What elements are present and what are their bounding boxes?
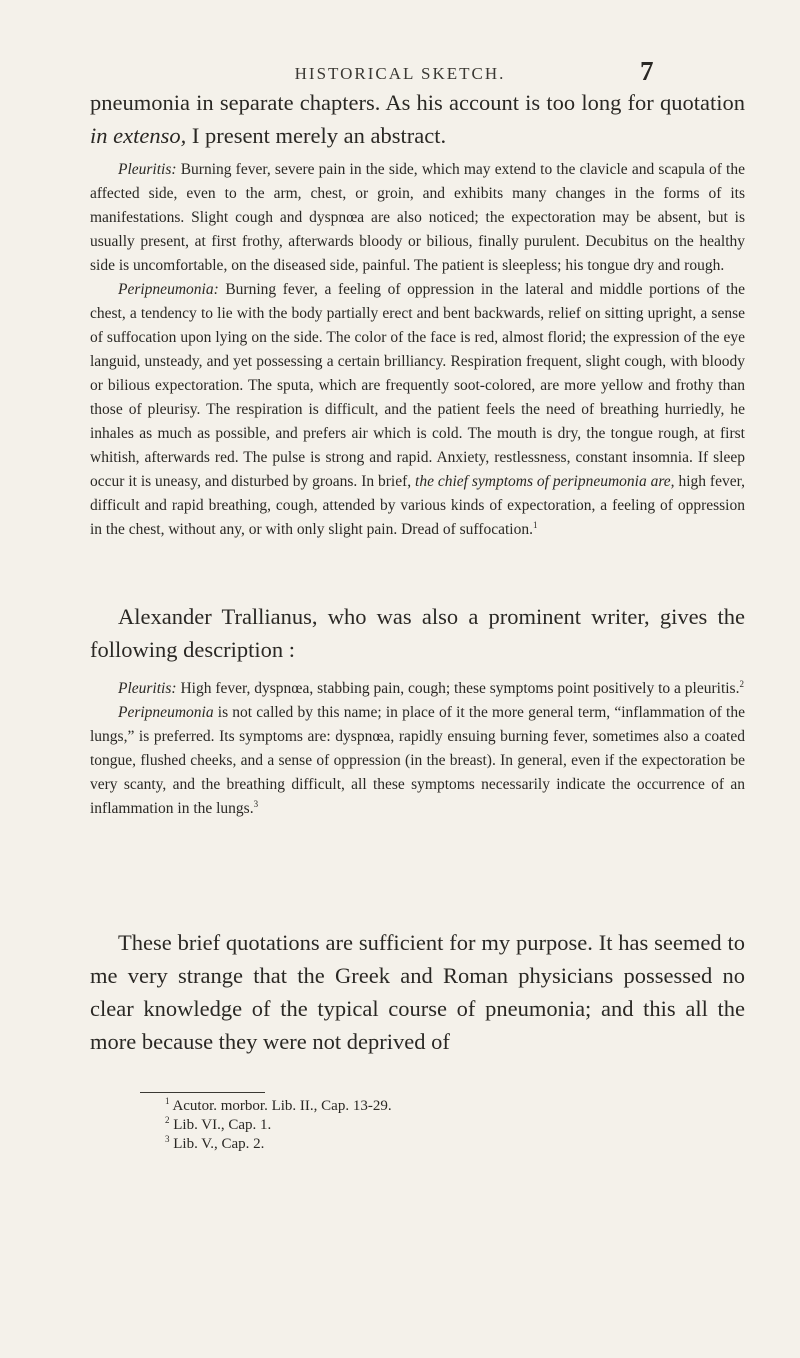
footnote-text-2: Lib. VI., Cap. 1. <box>173 1117 272 1133</box>
closing-paragraph <box>90 926 745 1058</box>
pleuritis-label-2: Pleuritis: <box>118 680 177 697</box>
footnote-text-1: Acutor. morbor. Lib. II., Cap. 13-29. <box>172 1098 392 1114</box>
intro-italic: in extenso, <box>90 123 187 148</box>
footnotes <box>165 1097 392 1154</box>
aretaeus-abstract <box>90 158 745 542</box>
intro-paragraph <box>90 86 745 152</box>
intro-text: pneumonia in separate chapters. As his account is too long for quotation <box>90 90 745 115</box>
peripneumonia-text-2: is not called by this name; in place of it the more general term, “inflammation of the lungs,” is preferred. Its symptoms are: dyspnœa, rapidly ensuing burning fever, sometimes also a coated tongue, flushed cheeks, and a sense of oppression (in the breast). In general, even if the expectoration be very scanty, and the breathing difficult, all these symptoms necessarily indicate the occurrence of an inflammation in the lungs. <box>90 704 745 817</box>
pleuritis-text-1: Burning fever, severe pain in the side, which may extend to the clavicle and scapula of the affected side, even to the arm, chest, or groin, and exhibits many changes in the forms of its manifestations. Slight cough and dyspnœa are also noticed; the expectoration may be absent, but is usually present, at first frothy, afterwards bloody or bilious, finally purulent. Decubitus on the healthy side is uncomfortable, on the diseased side, painful. The patient is sleepless; his tongue dry and rough. <box>90 161 745 274</box>
footnote-rule <box>140 1092 265 1093</box>
page-number: 7 <box>640 56 654 86</box>
footnote-3 <box>165 1135 392 1154</box>
pleuritis-text-2: High fever, dyspnœa, stabbing pain, cough; these symptoms point positively to a pleuritis. <box>176 680 740 697</box>
footnote-2 <box>165 1116 392 1135</box>
pleuritis-paragraph-1 <box>90 158 745 278</box>
footnote-ref-3: 3 <box>253 798 259 809</box>
closing-text: These brief quotations are sufficient for my purpose. It has seemed to me very strange that the Greek and Roman physicians possessed no clear knowledge of the typical course of pneumonia; and this all the more because they were not deprived of <box>90 930 745 1054</box>
peripneumonia-text-after-1: high fever, difficult and rapid breathing, cough, attended by various kinds of expectoration, a feeling of oppression in the chest, without any, or with only slight pain. Dread of suffocation. <box>90 473 745 538</box>
pleuritis-paragraph-2 <box>90 677 745 701</box>
footnote-mark-1: 1 <box>165 1096 170 1106</box>
running-title: HISTORICAL SKETCH. <box>294 64 506 83</box>
peripneumonia-italic-1: the chief symptoms of peripneumonia are, <box>415 473 675 490</box>
footnote-ref-1: 1 <box>532 519 538 530</box>
footnote-ref-2: 2 <box>739 678 744 689</box>
intro-text-after: I present merely an abstract. <box>186 123 447 148</box>
peripneumonia-paragraph-1 <box>90 278 745 542</box>
footnote-1 <box>165 1097 392 1116</box>
footnote-mark-2: 2 <box>165 1115 170 1125</box>
alexander-paragraph <box>90 600 745 666</box>
peripneumonia-label-2: Peripneumonia <box>118 704 214 721</box>
alexander-abstract <box>90 677 745 821</box>
footnote-mark-3: 3 <box>165 1134 170 1144</box>
pleuritis-label-1: Pleuritis: <box>118 161 177 178</box>
peripneumonia-text-1: Burning fever, a feeling of oppression in the lateral and middle portions of the chest, a tendency to lie with the body partially erect and bent backwards, relief on sitting upright, a sense of suffocation upon lying on the side. The color of the face is red, almost florid; the expression of the eye languid, unsteady, and yet possessing a certain brilliancy. Respiration frequent, slight cough, with bloody or bilious expectoration. The sputa, which are frequently soot-colored, are more yellow and frothy than those of pleurisy. The respiration is difficult, and the patient feels the need of breathing hurriedly, he inhales as much as possible, and prefers air which is cold. The mouth is dry, the tongue rough, at first whitish, afterwards red. The pulse is strong and rapid. Anxiety, restlessness, constant insomnia. If sleep occur it is uneasy, and disturbed by groans. In brief, <box>90 281 745 490</box>
footnote-text-3: Lib. V., Cap. 2. <box>173 1136 265 1152</box>
alexander-text: Alexander Trallianus, who was also a prominent writer, gives the following description : <box>90 604 745 662</box>
peripneumonia-label-1: Peripneumonia: <box>118 281 219 298</box>
peripneumonia-paragraph-2 <box>90 701 745 821</box>
